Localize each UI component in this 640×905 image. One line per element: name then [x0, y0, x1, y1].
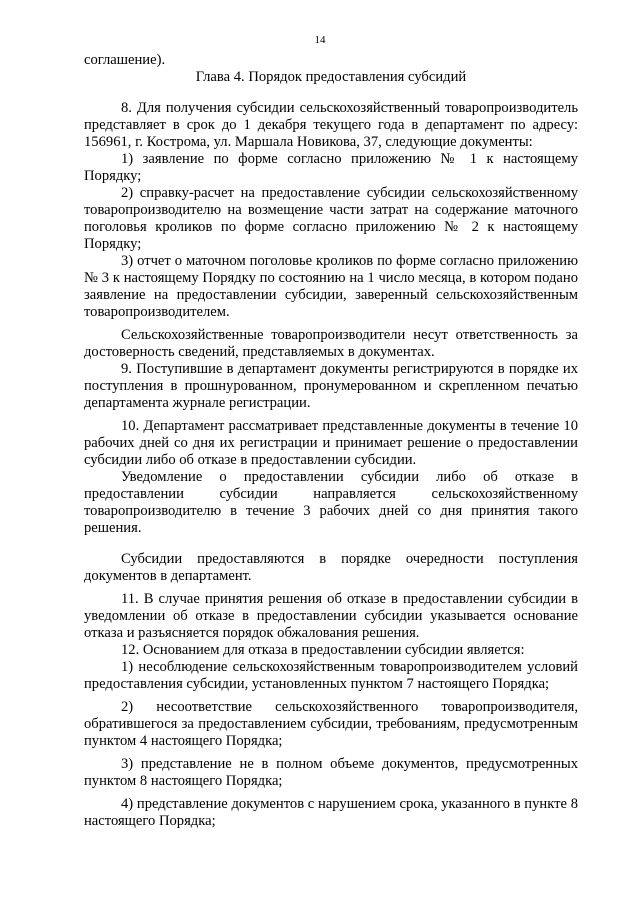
paragraph-12-item-1: 1) несоблюдение сельскохозяйственным товаропроизводителем условий предоставления субсидии, установленных пунктом 7 настоящего Порядка;	[84, 659, 578, 692]
paragraph-8-item-2: 2) справку-расчет на предоставление субсидии сельскохозяйственному товаропроизводителю на возмещение части затрат на содержание маточного поголовья кроликов по форме согласно приложению № 2 к настоящему Порядку;	[84, 185, 578, 252]
paragraph-8-item-3: 3) отчет о маточном поголовье кроликов по форме согласно приложению № 3 к настоящему Порядку по состоянию на 1 число месяца, в котором подано заявление на предоставлении субсидии, заверенный сельскохозяйственным товаропроизводителем.	[84, 253, 578, 320]
paragraph-10-order: Субсидии предоставляются в порядке очередности поступления документов в департамент.	[84, 551, 578, 584]
continuation-text: соглашение).	[84, 52, 166, 68]
paragraph-8: 8. Для получения субсидии сельскохозяйственный товаропроизводитель представляет в срок до 1 декабря текущего года в департамент по адресу: 156961, г. Кострома, ул. Маршала Новикова, 37, следующие документы:	[84, 100, 578, 150]
paragraph-9: 9. Поступившие в департамент документы регистрируются в порядке их поступления в прошнурованном, пронумерованном и скрепленном печатью департамента журнале регистрации.	[84, 361, 578, 411]
paragraph-8-item-1: 1) заявление по форме согласно приложению № 1 к настоящему Порядку;	[84, 151, 578, 184]
paragraph-11: 11. В случае принятия решения об отказе в предоставлении субсидии в уведомлении об отказе в предоставлении субсидии указывается основание отказа и разъясняется порядок обжалования решения.	[84, 591, 578, 641]
chapter-heading: Глава 4. Порядок предоставления субсидий	[195, 69, 467, 85]
paragraph-12-item-2: 2) несоответствие сельскохозяйственного товаропроизводителя, обратившегося за предоставлением субсидии, требованиям, предусмотренным пунктом 4 настоящего Порядка;	[84, 699, 578, 749]
paragraph-12-item-3: 3) представление не в полном объеме документов, предусмотренных пунктом 8 настоящего Порядка;	[84, 756, 578, 789]
paragraph-10-notice: Уведомление о предоставлении субсидии либо об отказе в предоставлении субсидии направляется сельскохозяйственному товаропроизводителю в течение 3 рабочих дней со дня принятия такого решения.	[84, 469, 578, 536]
page-number: 14	[314, 34, 326, 46]
paragraph-8-responsibility: Сельскохозяйственные товаропроизводители несут ответственность за достоверность сведений, представляемых в документах.	[84, 327, 578, 360]
document-body	[84, 52, 578, 830]
paragraph-12: 12. Основанием для отказа в предоставлении субсидии является:	[121, 642, 525, 658]
paragraph-10: 10. Департамент рассматривает представленные документы в течение 10 рабочих дней со дня их регистрации и принимает решение о предоставлении субсидии либо об отказе в предоставлении субсидии.	[84, 418, 578, 468]
paragraph-12-item-4: 4) представление документов с нарушением срока, указанного в пункте 8 настоящего Порядка;	[84, 796, 578, 829]
